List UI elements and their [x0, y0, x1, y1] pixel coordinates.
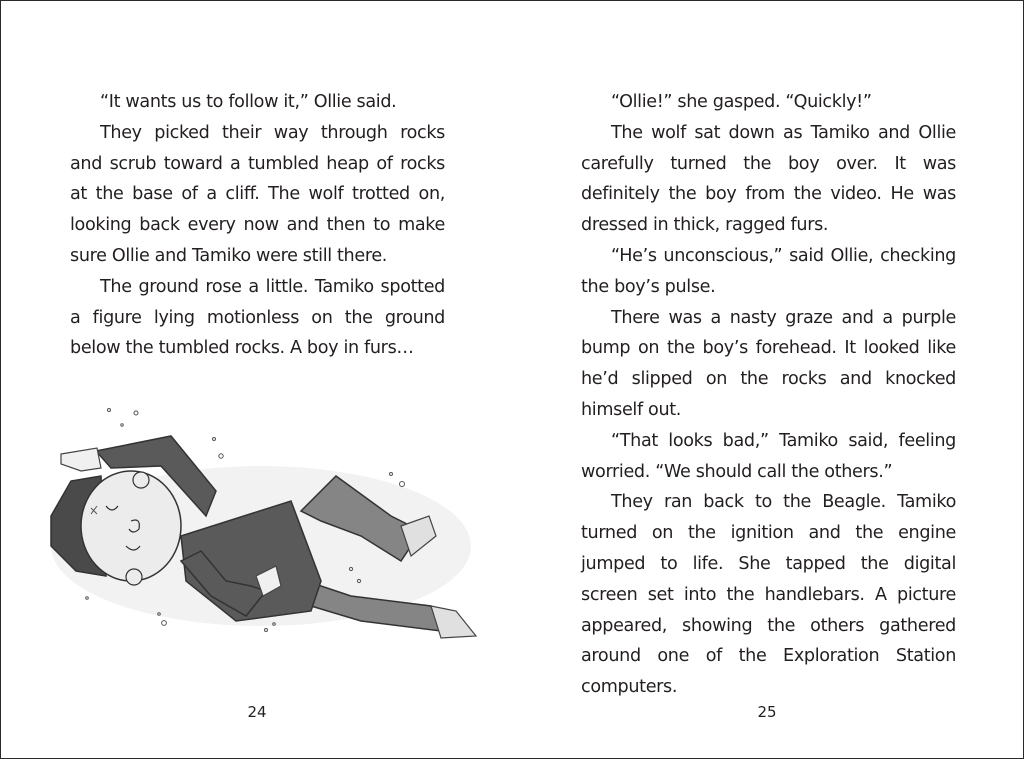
page-number: 24 [247, 703, 267, 721]
paragraph: They ran back to the Beagle. Tamiko turned on the ignition and the engine jumped to life. She tapped the digital screen set into the handlebars. A picture appeared, showing the others gathered around one of the Exploration Station computers. [581, 492, 956, 698]
paragraph: “Ollie!” she gasped. “Quickly!” [611, 92, 872, 112]
left-page [1, 1, 513, 758]
page-number: 25 [757, 703, 777, 721]
paragraph: The ground rose a little. Tamiko spotted a figure lying motionless on the ground below the tumbled rocks. A boy in furs… [70, 276, 445, 359]
paragraph: The wolf sat down as Tamiko and Ollie carefully turned the boy over. It was definitely the boy from the video. He was dressed in thick, ragged furs. [581, 122, 956, 236]
paragraph: “He’s unconscious,” said Ollie, checking the boy’s pulse. [581, 245, 956, 297]
paragraph: “It wants us to follow it,” Ollie said. [100, 92, 397, 112]
paragraph: They picked their way through rocks and scrub toward a tumbled heap of rocks at the base of a cliff. The wolf trotted on, looking back every now and then to make sure Ollie and Tamiko were still there. [70, 122, 445, 266]
right-page [513, 1, 1024, 758]
unconscious-boy-illustration [31, 396, 491, 656]
left-page-text [70, 87, 445, 364]
paragraph: There was a nasty graze and a purple bump on the boy’s forehead. It looked like he’d slipped on the rocks and knocked himself out. [581, 307, 956, 420]
paragraph: “That looks bad,” Tamiko said, feeling worried. “We should call the others.” [581, 430, 956, 482]
right-page-text [581, 87, 956, 703]
